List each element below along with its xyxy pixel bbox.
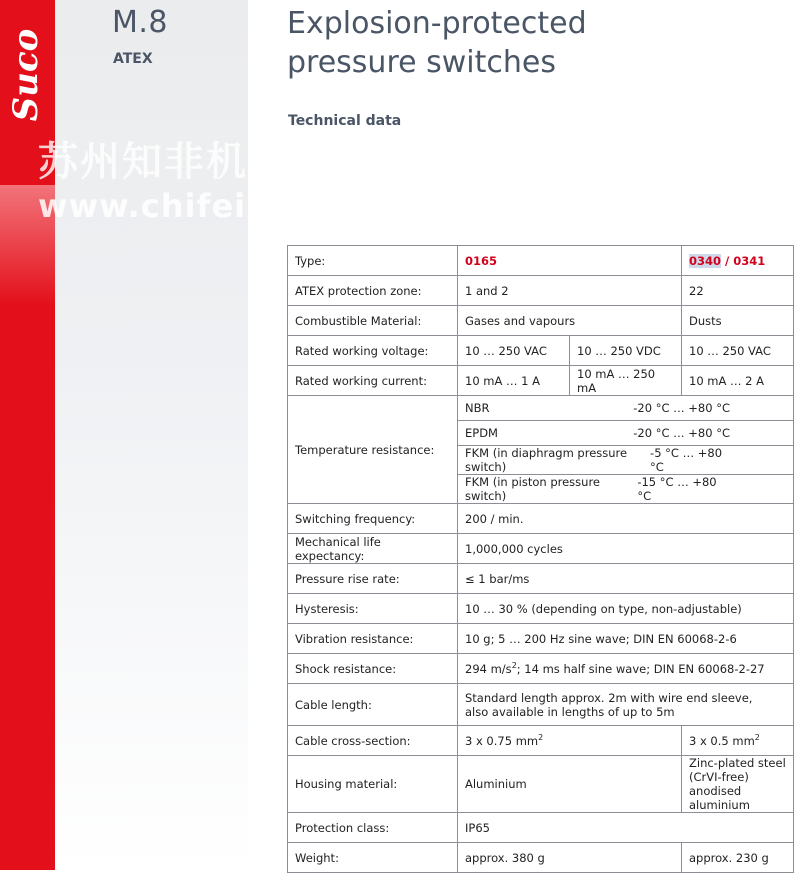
cable-cs-b: 3 x 0.5 mm	[689, 733, 755, 748]
temp-material: FKM (in diaphragm pressure switch)	[465, 446, 628, 474]
temp-material: FKM (in piston pressure switch)	[465, 475, 601, 503]
freq-value: 200 / min.	[458, 504, 794, 534]
rise-label: Pressure rise rate:	[288, 564, 458, 594]
temp-material: EPDM	[465, 426, 498, 440]
title-line-2: pressure switches	[287, 45, 556, 80]
current-value-a2: 10 mA … 250 mA	[570, 366, 682, 396]
suco-logo	[4, 20, 50, 130]
shock-label: Shock resistance:	[288, 654, 458, 684]
grey-side-column	[55, 0, 248, 870]
table-row	[288, 654, 794, 684]
temp-range: -20 °C … +80 °C	[633, 426, 730, 440]
table-row	[288, 843, 794, 873]
table-row	[288, 813, 794, 843]
table-row	[288, 534, 794, 564]
shock-value-sup: 2	[511, 661, 517, 671]
table-row	[288, 246, 794, 276]
cable-cs-value-b	[682, 726, 794, 756]
table-row	[288, 336, 794, 366]
table-row	[288, 504, 794, 534]
type-b2: 0341	[733, 253, 766, 268]
table-row	[288, 726, 794, 756]
type-b1: 0340	[689, 253, 722, 268]
life-label: Mechanical life expectancy:	[288, 534, 458, 564]
type-value-b	[682, 246, 794, 276]
protection-value: IP65	[458, 813, 794, 843]
atex-label: ATEX	[113, 51, 153, 67]
zone-value-a: 1 and 2	[458, 276, 682, 306]
table-row	[288, 624, 794, 654]
voltage-label: Rated working voltage:	[288, 336, 458, 366]
housing-b-line-1: Zinc-plated steel	[689, 756, 786, 770]
table-row	[288, 564, 794, 594]
material-value-b: Dusts	[682, 306, 794, 336]
temp-row	[458, 446, 794, 475]
shock-value-post: ; 14 ms half sine wave; DIN EN 60068-2-27	[516, 661, 765, 676]
freq-label: Switching frequency:	[288, 504, 458, 534]
title-line-1: Explosion-protected	[287, 6, 587, 41]
housing-b-line-3: anodised aluminium	[689, 784, 750, 812]
material-label: Combustible Material:	[288, 306, 458, 336]
vibration-label: Vibration resistance:	[288, 624, 458, 654]
protection-label: Protection class:	[288, 813, 458, 843]
housing-value-a: Aluminium	[458, 756, 682, 813]
type-label: Type:	[288, 246, 458, 276]
cable-cs-label: Cable cross-section:	[288, 726, 458, 756]
cable-cs-a: 3 x 0.75 mm	[465, 733, 539, 748]
temp-row	[458, 421, 794, 446]
rise-value: ≤ 1 bar/ms	[458, 564, 794, 594]
current-value-b: 10 mA … 2 A	[682, 366, 794, 396]
brand-side-bar	[0, 0, 55, 870]
cable-length-value	[458, 684, 794, 726]
temp-label: Temperature resistance:	[288, 396, 458, 504]
cable-cs-sup-b: 2	[754, 733, 760, 743]
table-row	[288, 276, 794, 306]
table-row	[288, 756, 794, 813]
watermark-url: www.chifei.com	[38, 187, 337, 225]
svg-text:Suco: Suco	[6, 28, 46, 122]
temp-range: -15 °C … +80 °C	[637, 475, 717, 503]
voltage-value-b: 10 … 250 VAC	[682, 336, 794, 366]
voltage-value-a2: 10 … 250 VDC	[570, 336, 682, 366]
current-value-a1: 10 mA … 1 A	[458, 366, 570, 396]
vibration-value: 10 g; 5 … 200 Hz sine wave; DIN EN 60068-2-6	[458, 624, 794, 654]
hysteresis-label: Hysteresis:	[288, 594, 458, 624]
series-number: M.8	[112, 5, 169, 40]
temp-range: -20 °C … +80 °C	[633, 401, 730, 415]
cable-length-line-1: Standard length approx. 2m with wire end sleeve,	[465, 690, 753, 705]
cable-cs-value-a	[458, 726, 682, 756]
current-label: Rated working current:	[288, 366, 458, 396]
cable-length-line-2: also available in lengths of up to 5m	[465, 704, 675, 719]
life-value: 1,000,000 cycles	[458, 534, 794, 564]
temp-range: -5 °C … +80 °C	[650, 446, 723, 474]
technical-data-table	[287, 245, 794, 873]
shock-value-pre: 294 m/s	[465, 661, 512, 676]
temp-row	[458, 475, 794, 504]
housing-b-line-2: (CrVI-free)	[689, 770, 749, 784]
temp-material: NBR	[465, 401, 490, 415]
housing-value-b	[682, 756, 794, 813]
hysteresis-value: 10 … 30 % (depending on type, non-adjustable)	[458, 594, 794, 624]
zone-value-b: 22	[682, 276, 794, 306]
zone-label: ATEX protection zone:	[288, 276, 458, 306]
temp-row	[458, 396, 794, 421]
cable-cs-sup-a: 2	[538, 733, 544, 743]
weight-value-b: approx. 230 g	[682, 843, 794, 873]
table-row	[288, 396, 794, 421]
voltage-value-a1: 10 … 250 VAC	[458, 336, 570, 366]
weight-label: Weight:	[288, 843, 458, 873]
table-row	[288, 594, 794, 624]
type-sep: /	[721, 253, 734, 268]
page-title	[287, 4, 587, 82]
table-row	[288, 306, 794, 336]
section-heading: Technical data	[288, 113, 402, 129]
cable-length-label: Cable length:	[288, 684, 458, 726]
table-row	[288, 366, 794, 396]
type-value-a: 0165	[458, 246, 682, 276]
housing-label: Housing material:	[288, 756, 458, 813]
table-row	[288, 684, 794, 726]
watermark-chinese: 苏州知非机电	[38, 138, 290, 185]
material-value-a: Gases and vapours	[458, 306, 682, 336]
brand-bar-highlight	[0, 185, 55, 305]
weight-value-a: approx. 380 g	[458, 843, 682, 873]
shock-value	[458, 654, 794, 684]
